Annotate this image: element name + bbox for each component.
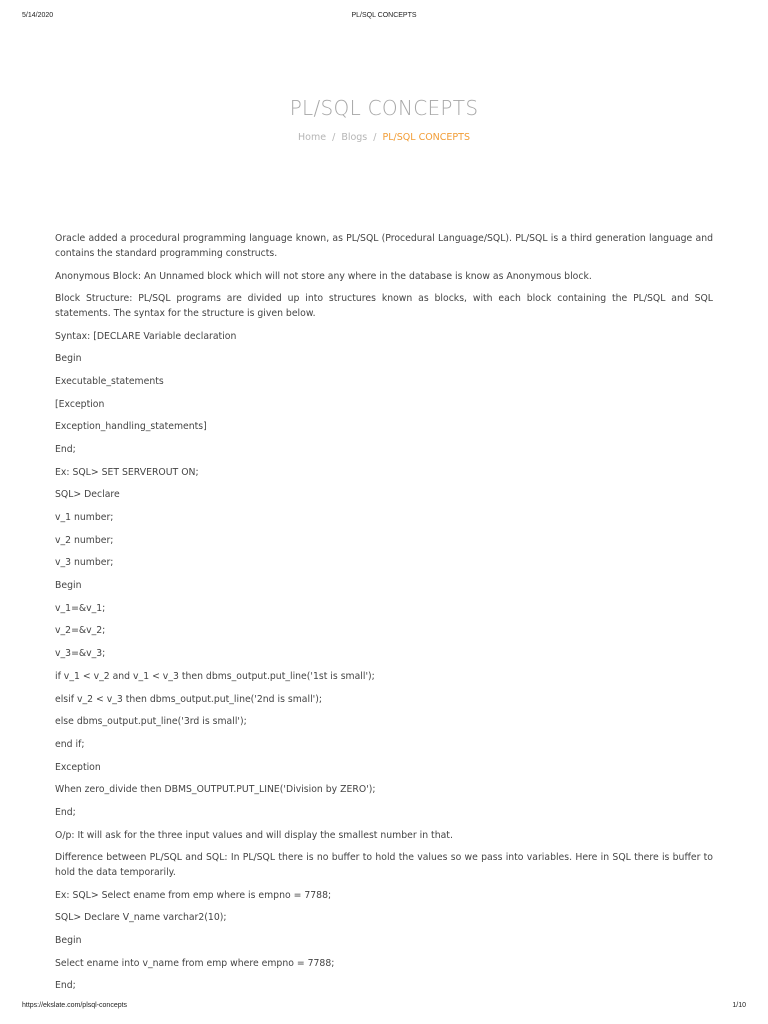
code-line: Executable_statements — [55, 375, 164, 387]
code-line: end if; — [55, 738, 85, 750]
page-title: PL/SQL CONCEPTS — [289, 96, 479, 120]
code-line: v_2=&v_2; — [55, 625, 106, 637]
code-line: elsif v_2 < v_3 then dbms_output.put_line('2nd is small'); — [55, 693, 322, 705]
breadcrumb-current: PL/SQL CONCEPTS — [382, 132, 470, 143]
code-line: v_3=&v_3; — [55, 648, 106, 660]
code-line: End; — [55, 806, 76, 818]
code-line: Begin — [55, 353, 82, 365]
code-line: SQL> Declare V_name varchar2(10); — [55, 912, 227, 924]
article-paragraph: Oracle added a procedural programming language known, as PL/SQL (Procedural Language/SQL). PL/SQL is a third generation language and contains the standard programming constructs. — [55, 233, 713, 259]
code-line: if v_1 < v_2 and v_1 < v_3 then dbms_output.put_line('1st is small'); — [55, 670, 375, 682]
code-line: v_1 number; — [55, 512, 114, 523]
code-line: Exception — [55, 761, 101, 773]
print-date: 5/14/2020 — [22, 12, 54, 19]
code-line: Ex: SQL> Select ename from emp where is empno = 7788; — [55, 889, 332, 901]
breadcrumb-blogs-link[interactable]: Blogs — [341, 132, 368, 143]
print-document-title: PL/SQL CONCEPTS — [351, 12, 417, 19]
article-paragraph: Anonymous Block: An Unnamed block which will not store any where in the database is know as Anonymous block. — [55, 270, 592, 282]
breadcrumb — [0, 132, 768, 143]
code-line: Ex: SQL> SET SERVEROUT ON; — [55, 466, 199, 478]
print-url[interactable]: https://ekslate.com/plsql-concepts — [22, 1002, 128, 1009]
code-line: Begin — [55, 935, 82, 946]
article-paragraph: Difference between PL/SQL and SQL: In PL/SQL there is no buffer to hold the values so we pass into variables. Here in SQL there is buffer to hold the data temporarily. — [55, 852, 713, 879]
breadcrumb-home-link[interactable]: Home — [297, 132, 327, 143]
article-paragraph: O/p: It will ask for the three input values and will display the smallest number in that. — [55, 829, 453, 841]
code-line: v_1=&v_1; — [55, 602, 106, 614]
code-line: SQL> Declare — [55, 489, 120, 501]
breadcrumb-separator: / — [332, 132, 336, 143]
code-line: Exception_handling_statements] — [55, 421, 207, 433]
print-footer — [0, 1002, 768, 1014]
code-line: [Exception — [55, 398, 105, 410]
page-number: 1/10 — [732, 1002, 746, 1009]
code-line: v_2 number; — [55, 534, 114, 546]
article-paragraph: Block Structure: PL/SQL programs are divided up into structures known as blocks, with each block containing the PL/SQL and SQL statements. The syntax for the structure is given below. — [55, 293, 713, 319]
code-line: Begin — [55, 580, 82, 592]
article-body — [55, 231, 713, 1001]
code-line: End; — [55, 443, 76, 455]
breadcrumb-separator: / — [373, 132, 377, 143]
code-line: else dbms_output.put_line('3rd is small'); — [55, 716, 247, 728]
code-line: v_3 number; — [55, 557, 114, 569]
code-line: Syntax: [DECLARE Variable declaration — [55, 330, 237, 342]
page-hero — [0, 96, 768, 143]
code-line: End; — [55, 980, 76, 992]
code-line: Select ename into v_name from emp where empno = 7788; — [55, 957, 335, 969]
code-line: When zero_divide then DBMS_OUTPUT.PUT_LINE('Division by ZERO'); — [55, 784, 376, 796]
print-header — [0, 12, 768, 26]
